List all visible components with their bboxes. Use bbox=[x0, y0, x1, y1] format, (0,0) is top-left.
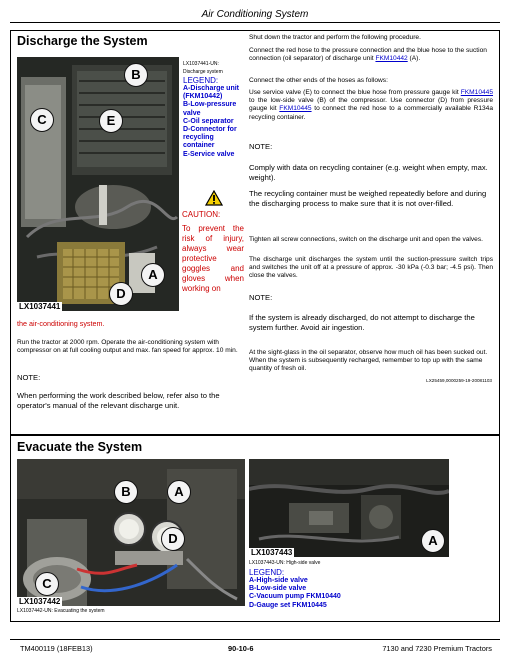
service-valve-text: Use service valve (E) to connect the blue hose from pressure gauge kit bbox=[249, 89, 461, 96]
note2-text: Comply with data on recycling container (e.g. weight when empty, max. weight). bbox=[249, 163, 488, 182]
high-side-photo-art bbox=[249, 459, 449, 557]
footer-product: 7130 and 7230 Premium Tractors bbox=[382, 644, 492, 653]
discharge-title: Discharge the System bbox=[17, 34, 148, 48]
callout-a: A bbox=[167, 480, 191, 504]
tighten-para: Tighten all screw connections, switch on the discharge unit and open the valves. bbox=[249, 236, 483, 243]
callout-b: B bbox=[114, 480, 138, 504]
legend-item: D-Connector for recycling container bbox=[183, 126, 237, 150]
evacuate-photo-id: LX1037442 bbox=[19, 597, 61, 606]
link-fkm10445[interactable]: FKM10445 bbox=[460, 89, 493, 96]
footer-page-number: 90-10-6 bbox=[228, 644, 254, 653]
callout-d: D bbox=[109, 282, 133, 306]
legend-item: C-Oil separator bbox=[183, 117, 234, 125]
service-valve-para bbox=[249, 89, 493, 122]
evacuate-photo bbox=[17, 459, 245, 606]
high-side-photo bbox=[249, 459, 449, 557]
callout-e: E bbox=[99, 109, 123, 133]
high-side-caption: LX1037443-UN: High-side valve bbox=[249, 560, 321, 566]
callout-c: C bbox=[35, 572, 59, 596]
weigh-para: The recycling container must be weighed repeatedly before and during the discharging process to make sure that it is not over-filled. bbox=[249, 189, 487, 208]
discharge-ref: LX25459,0000259-19-20081103 bbox=[426, 378, 492, 383]
callout-a: A bbox=[141, 263, 165, 287]
evacuate-caption: LX1037442-UN: Evacuating the system bbox=[17, 608, 105, 614]
legend-item: B-Low-side valve bbox=[249, 585, 307, 593]
service-valve-text-3: to connect the red hose to a commercially available R134a recycling container. bbox=[249, 105, 494, 121]
note3-text: If the system is already discharged, do not attempt to discharge the system further. Avoid air ingestion. bbox=[249, 313, 475, 332]
note1-text: When performing the work described below, refer also to the operator's manual of the relevant discharge unit. bbox=[17, 391, 220, 410]
warning-icon bbox=[205, 190, 223, 206]
legend-item: E-Service valve bbox=[183, 150, 235, 158]
caution-tail: the air-conditioning system. bbox=[17, 319, 105, 328]
link-fkm10442[interactable]: FKM10442 bbox=[375, 55, 408, 63]
evacuate-title: Evacuate the System bbox=[17, 440, 143, 454]
caution-text: To prevent the risk of injury, always wear protective goggles and gloves when working on bbox=[182, 224, 244, 293]
discharge-fig-label: Discharge system bbox=[183, 69, 223, 75]
legend-item: B-Low-pressure valve bbox=[183, 101, 237, 117]
note1-label: NOTE: bbox=[17, 373, 41, 382]
legend-item: D-Gauge set FKM10445 bbox=[249, 601, 327, 609]
header-rule bbox=[10, 22, 500, 23]
footer-rule bbox=[10, 639, 500, 640]
sight-glass-para: At the sight-glass in the oil separator, observe how much oil has been sucked out. When the system is subsequently recharged, remember to top up with the same quantity of fresh oil. bbox=[249, 349, 488, 373]
connect-hoses bbox=[249, 47, 493, 63]
connect-hoses-tail: (A). bbox=[407, 55, 421, 63]
discharge-legend bbox=[183, 76, 245, 159]
note2-label: NOTE: bbox=[249, 142, 273, 151]
discharge-photo-id: LX1037441 bbox=[19, 302, 61, 311]
footer-doc-id: TM400119 (18FEB13) bbox=[20, 644, 93, 653]
page-header: Air Conditioning System bbox=[201, 9, 309, 20]
evacuate-legend bbox=[249, 568, 449, 610]
legend-item: C-Vacuum pump FKM10440 bbox=[249, 593, 341, 601]
legend-title: LEGEND: bbox=[249, 568, 285, 577]
discharge-para: The discharge unit discharges the system until the suction-pressure switch trips and switches the unit off at a pressure of approx. -30 kPa (-0.3 bar; -4.5 psi). Then close the valves. bbox=[249, 256, 493, 280]
caution-block bbox=[182, 210, 244, 294]
service-valve-text-2: to the low-side valve (B) of the compressor. Use connector (D) from pressure gauge kit bbox=[249, 97, 493, 113]
link-fkm10445[interactable]: FKM10445 bbox=[279, 105, 312, 113]
connect-ends: Connect the other ends of the hoses as follows: bbox=[249, 77, 388, 84]
note3-label: NOTE: bbox=[249, 293, 273, 302]
callout-c: C bbox=[30, 108, 54, 132]
discharge-photo bbox=[17, 57, 179, 311]
legend-item: A-High-side valve bbox=[249, 577, 308, 584]
callout-b: B bbox=[124, 63, 148, 87]
run-paragraph: Run the tractor at 2000 rpm. Operate the air-conditioning system with compressor on at full cooling output and max. fan speed for approx. 10 min. bbox=[17, 339, 238, 355]
caution-title: CAUTION: bbox=[182, 210, 221, 219]
procedure-intro: Shut down the tractor and perform the following procedure. bbox=[249, 34, 421, 41]
legend-title: LEGEND: bbox=[183, 76, 219, 85]
legend-item: A-Discharge unit (FKM10442) bbox=[183, 85, 240, 101]
discharge-fig-id: LX1037441-UN: bbox=[183, 61, 219, 67]
callout-a: A bbox=[421, 529, 445, 553]
high-side-photo-id: LX1037443 bbox=[251, 548, 293, 557]
callout-d: D bbox=[161, 527, 185, 551]
connect-hoses-text: Connect the red hose to the pressure connection and the blue hose to the suction connection (oil separator) of discharge unit bbox=[249, 47, 487, 63]
